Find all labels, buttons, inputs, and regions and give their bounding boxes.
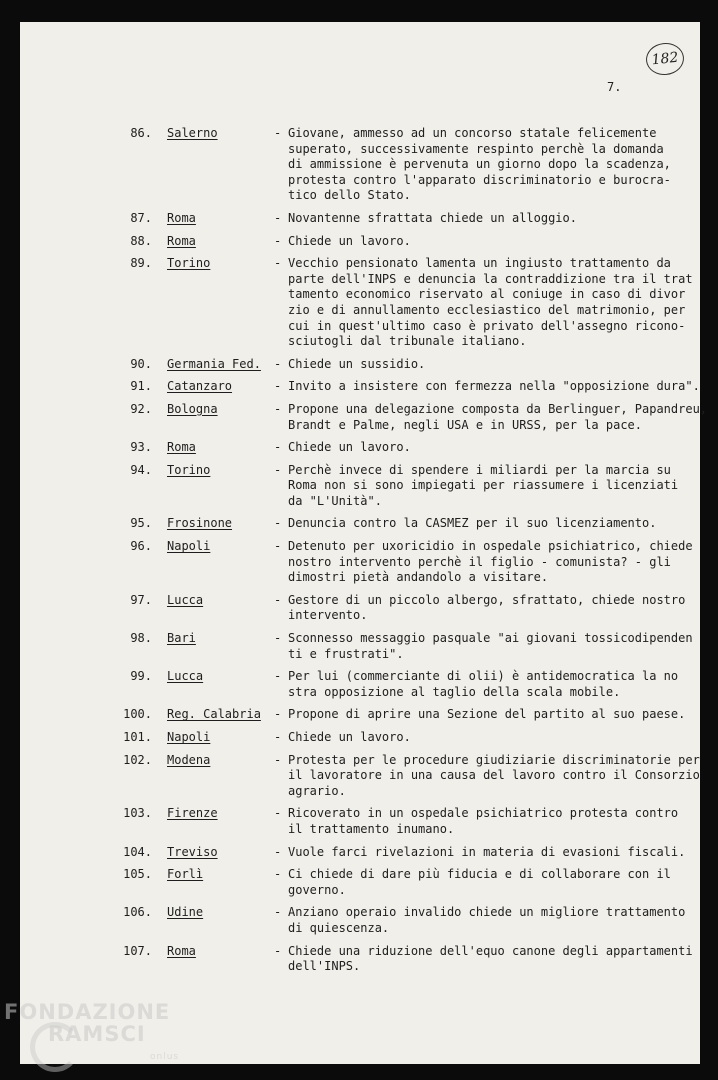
entry-text xyxy=(288,516,678,532)
entry-number: 107. xyxy=(123,943,152,958)
entry-city: Napoli xyxy=(167,539,211,554)
entry-text xyxy=(288,905,686,936)
entry-city: Reg. Calabria xyxy=(167,707,261,722)
entry-text-line: protesta contro l'apparato discriminatorio e burocra- xyxy=(288,172,671,187)
page-number: 7. xyxy=(607,80,622,94)
entry-text-line: nostro intervento perchè il figlio - comunista? - gli xyxy=(288,554,671,569)
list-item xyxy=(0,379,718,395)
entry-text-line: Propone una delegazione composta da Berlinguer, Papandreu, xyxy=(288,401,708,416)
entry-list xyxy=(0,126,718,982)
entry-dash: - xyxy=(274,462,282,477)
list-item xyxy=(0,707,718,723)
entry-text xyxy=(288,806,678,837)
list-item xyxy=(0,806,718,837)
entry-number: 87. xyxy=(130,210,152,225)
list-item xyxy=(0,669,718,700)
entry-dash: - xyxy=(274,592,282,607)
entry-city: Roma xyxy=(167,440,196,455)
entry-text-line: di ammissione è pervenuta un giorno dopo la scadenza, xyxy=(288,157,671,172)
entry-text xyxy=(288,867,678,898)
list-item xyxy=(0,234,718,250)
entry-text xyxy=(288,357,678,373)
list-item xyxy=(0,631,718,662)
list-item xyxy=(0,516,718,532)
entry-city: Lucca xyxy=(167,669,204,684)
entry-text-line: Roma non si sono impiegati per riassumere i licenziati xyxy=(288,478,679,493)
list-item xyxy=(0,256,718,350)
entry-number: 88. xyxy=(130,233,152,248)
entry-text-line: Invito a insistere con fermezza nella "opposizione dura". xyxy=(288,379,700,394)
entry-city: Roma xyxy=(167,233,196,248)
entry-dash: - xyxy=(274,401,282,416)
entry-text-line: Perchè invece di spendere i miliardi per la marcia su xyxy=(288,462,671,477)
entry-dash: - xyxy=(274,126,282,140)
entry-text-line: stra opposizione al taglio della scala mobile. xyxy=(288,684,621,699)
entry-text xyxy=(288,631,693,662)
list-item xyxy=(0,463,718,510)
list-item xyxy=(0,867,718,898)
entry-text xyxy=(288,592,686,624)
entry-dash: - xyxy=(274,844,282,859)
entry-dash: - xyxy=(274,669,282,684)
entry-text-line: Sconnesso messaggio pasquale "ai giovani tossicodipenden xyxy=(288,631,693,646)
entry-dash: - xyxy=(274,233,282,248)
entry-number: 93. xyxy=(130,440,152,455)
entry-dash: - xyxy=(274,379,282,394)
entry-dash: - xyxy=(274,440,282,455)
entry-city: Germania Fed. xyxy=(167,356,261,371)
entry-text-line: Per lui (commerciante di olii) è antidemocratica la no xyxy=(288,669,679,684)
entry-dash: - xyxy=(274,539,282,554)
entry-number: 89. xyxy=(130,256,152,271)
list-item xyxy=(0,753,718,800)
entry-text-line: Vecchio pensionato lamenta un ingiusto trattamento da xyxy=(288,256,671,271)
entry-text-line: superato, successivamente respinto perchè la domanda xyxy=(288,141,664,156)
entry-text-line: da "L'Unità". xyxy=(288,493,382,508)
entry-number: 100. xyxy=(123,707,152,722)
entry-text-line: Chiede una riduzione dell'equo canone degli appartamenti xyxy=(288,943,693,958)
entry-number: 102. xyxy=(123,752,152,767)
entry-dash: - xyxy=(274,210,282,225)
entry-text xyxy=(288,539,693,586)
entry-city: Lucca xyxy=(167,592,204,607)
entry-text-line: Detenuto per uxoricidio in ospedale psichiatrico, chiede xyxy=(288,539,693,554)
list-item xyxy=(0,944,718,975)
entry-text-line: Protesta per le procedure giudiziarie discriminatorie per xyxy=(288,752,700,767)
entry-number: 95. xyxy=(130,516,152,531)
entry-text-line: cui in quest'ultimo caso è privato dell'assegno ricono- xyxy=(288,318,686,333)
entry-dash: - xyxy=(274,707,282,722)
entry-text-line: parte dell'INPS e denuncia la contraddizione tra il trat xyxy=(288,271,693,286)
entry-dash: - xyxy=(274,752,282,767)
list-item xyxy=(0,126,718,204)
entry-dash: - xyxy=(274,730,282,744)
entry-text-line: Denuncia contro la CASMEZ per il suo licenziamento. xyxy=(288,516,657,531)
entry-text xyxy=(288,730,678,746)
entry-text xyxy=(288,211,678,227)
entry-number: 99. xyxy=(130,669,152,684)
entry-number: 96. xyxy=(130,539,152,554)
list-item xyxy=(0,440,718,456)
entry-city: Modena xyxy=(167,752,211,767)
entry-text xyxy=(288,669,678,700)
entry-dash: - xyxy=(274,256,282,271)
entry-city: Roma xyxy=(167,943,196,958)
entry-dash: - xyxy=(274,356,282,371)
entry-text xyxy=(288,401,708,433)
entry-text-line: Giovane, ammesso ad un concorso statale felicemente xyxy=(288,126,657,140)
entry-number: 94. xyxy=(130,462,152,477)
entry-dash: - xyxy=(274,905,282,920)
entry-number: 98. xyxy=(130,631,152,646)
entry-number: 92. xyxy=(130,401,152,416)
entry-text-line: tamento economico riservato al coniuge in caso di divor xyxy=(288,287,686,302)
entry-city: Torino xyxy=(167,256,211,271)
entry-city: Forlì xyxy=(167,867,204,882)
entry-text-line: il trattamento inumano. xyxy=(288,821,455,836)
entry-city: Roma xyxy=(167,210,196,225)
entry-text-line: di quiescenza. xyxy=(288,920,390,935)
entry-text-line: Brandt e Palme, negli USA e in URSS, per la pace. xyxy=(288,417,643,432)
entry-city: Firenze xyxy=(167,806,218,821)
entry-text-line: dimostri pietà andandolo a visitare. xyxy=(288,570,549,585)
list-item xyxy=(0,593,718,624)
entry-text xyxy=(288,943,693,975)
entry-text xyxy=(288,844,686,861)
entry-dash: - xyxy=(274,806,282,821)
list-item xyxy=(0,357,718,373)
entry-text-line: Chiede un sussidio. xyxy=(288,356,426,371)
entry-text-line: governo. xyxy=(288,882,346,897)
list-item xyxy=(0,539,718,586)
entry-text-line: Ricoverato in un ospedale psichiatrico protesta contro xyxy=(288,806,679,821)
entry-number: 91. xyxy=(130,379,152,394)
entry-city: Bari xyxy=(167,631,196,646)
list-item xyxy=(0,905,718,936)
list-item xyxy=(0,402,718,433)
entry-number: 106. xyxy=(123,905,152,920)
entry-number: 103. xyxy=(123,806,152,821)
entry-text xyxy=(288,463,678,510)
entry-number: 104. xyxy=(123,844,152,859)
entry-number: 105. xyxy=(123,867,152,882)
entry-dash: - xyxy=(274,516,282,531)
entry-city: Frosinone xyxy=(167,516,233,531)
entry-city: Bologna xyxy=(167,401,218,416)
entry-number: 90. xyxy=(130,356,152,371)
entry-text xyxy=(288,126,678,204)
entry-text-line: Gestore di un piccolo albergo, sfrattato, chiede nostro xyxy=(288,592,686,607)
entry-text-line: Vuole farci rivelazioni in materia di evasioni fiscali. xyxy=(288,844,686,859)
entry-text-line: Chiede un lavoro. xyxy=(288,440,411,455)
entry-city: Salerno xyxy=(167,126,218,140)
entry-text-line: Ci chiede di dare più fiducia e di collaborare con il xyxy=(288,867,671,882)
entry-text-line: Chiede un lavoro. xyxy=(288,730,411,744)
entry-text xyxy=(288,707,686,723)
entry-number: 86. xyxy=(130,126,152,140)
entry-text xyxy=(288,440,678,456)
entry-text-line: zio e di annullamento ecclesiastico del matrimonio, per xyxy=(288,302,686,317)
entry-number: 97. xyxy=(130,592,152,607)
entry-text-line: Chiede un lavoro. xyxy=(288,233,411,248)
entry-text-line: intervento. xyxy=(288,608,368,623)
entry-number: 101. xyxy=(123,730,152,744)
entry-text xyxy=(288,234,678,250)
entry-text xyxy=(288,256,693,350)
entry-city: Torino xyxy=(167,462,211,477)
entry-dash: - xyxy=(274,631,282,646)
entry-text xyxy=(288,379,700,395)
entry-city: Napoli xyxy=(167,730,211,744)
entry-city: Udine xyxy=(167,905,204,920)
entry-dash: - xyxy=(274,867,282,882)
entry-city: Catanzaro xyxy=(167,379,233,394)
entry-text-line: Propone di aprire una Sezione del partito al suo paese. xyxy=(288,707,686,722)
entry-text-line: agrario. xyxy=(288,783,346,798)
list-item xyxy=(0,730,718,746)
entry-dash: - xyxy=(274,943,282,958)
entry-text-line: Novantenne sfrattata chiede un alloggio. xyxy=(288,210,577,225)
entry-city: Treviso xyxy=(167,844,218,859)
entry-text-line: Anziano operaio invalido chiede un migliore trattamento xyxy=(288,905,686,920)
entry-text-line: sciutogli dal tribunale italiano. xyxy=(288,334,527,349)
list-item xyxy=(0,211,718,227)
entry-text-line: dell'INPS. xyxy=(288,959,361,974)
entry-text-line: ti e frustrati". xyxy=(288,646,404,661)
entry-text xyxy=(288,752,700,800)
entry-text-line: tico dello Stato. xyxy=(288,188,411,203)
entry-text-line: il lavoratore in una causa del lavoro contro il Consorzio xyxy=(288,768,700,783)
list-item xyxy=(0,845,718,861)
page-stamp: 182 xyxy=(644,41,685,77)
